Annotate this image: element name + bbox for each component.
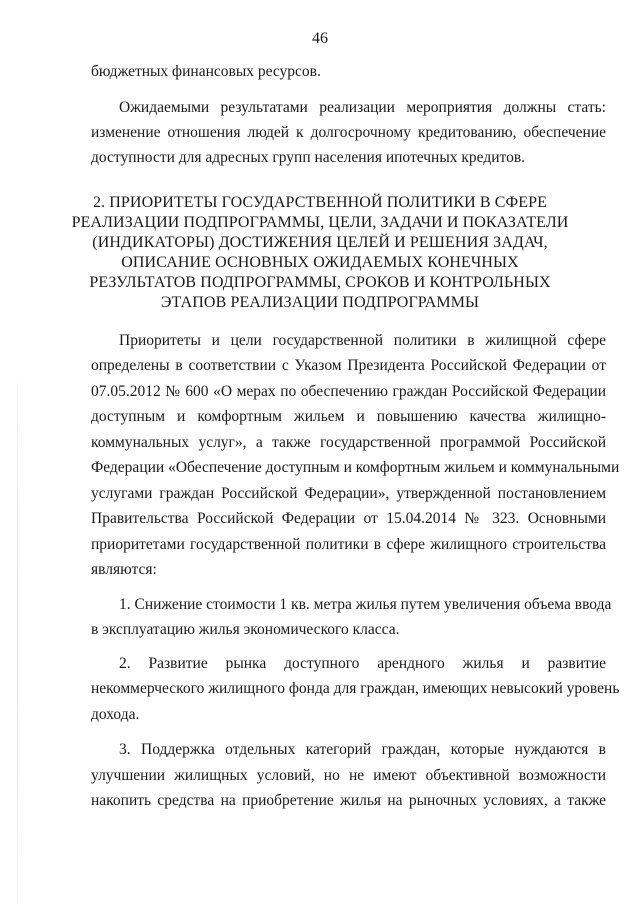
list-item-line: улучшении жилищных условий, но не имеют объективной возможности bbox=[91, 767, 606, 784]
list-item-line: дохода. bbox=[91, 706, 140, 723]
paragraph-line: Федерации «Обеспечение доступным и комфортным жильем и коммунальными bbox=[91, 459, 620, 476]
continuation-line: бюджетных финансовых ресурсов. bbox=[91, 63, 321, 80]
scan-artifact bbox=[17, 382, 18, 902]
heading-line: ОПИСАНИЕ ОСНОВНЫХ ОЖИДАЕМЫХ КОНЕЧНЫХ bbox=[121, 254, 519, 271]
list-item-line: накопить средства на приобретение жилья на рыночных условиях, а также bbox=[91, 792, 606, 809]
paragraph-line: Приоритеты и цели государственной политики в жилищной сфере bbox=[119, 332, 606, 349]
heading-line: ЭТАПОВ РЕАЛИЗАЦИИ ПОДПРОГРАММЫ bbox=[160, 294, 480, 311]
results-line: Ожидаемыми результатами реализации мероприятия должны стать: bbox=[119, 99, 606, 116]
heading-line: РЕЗУЛЬТАТОВ ПОДПРОГРАММЫ, СРОКОВ И КОНТРОЛЬНЫХ bbox=[89, 274, 551, 291]
results-line: доступности для адресных групп населения ипотечных кредитов. bbox=[91, 149, 526, 166]
heading-line: (ИНДИКАТОРЫ) ДОСТИЖЕНИЯ ЦЕЛЕЙ И РЕШЕНИЯ ЗАДАЧ, bbox=[92, 234, 548, 251]
list-item-line: 1. Снижение стоимости 1 кв. метра жилья путем увеличения объема ввода bbox=[119, 596, 612, 613]
list-item-line: в эксплуатацию жилья экономического класса. bbox=[91, 621, 400, 638]
heading-line: РЕАЛИЗАЦИИ ПОДПРОГРАММЫ, ЦЕЛИ, ЗАДАЧИ И ПОКАЗАТЕЛИ bbox=[71, 214, 569, 231]
paragraph-line: определены в соответствии с Указом Президента Российской Федерации от bbox=[91, 357, 606, 374]
list-item-line: 3. Поддержка отдельных категорий граждан, которые нуждаются в bbox=[119, 741, 606, 758]
paragraph-line: Правительства Российской Федерации от 15.04.2014 № 323. Основными bbox=[91, 510, 606, 527]
paragraph-line: услугами граждан Российской Федерации», утвержденной постановлением bbox=[91, 485, 606, 502]
heading-line: 2. ПРИОРИТЕТЫ ГОСУДАРСТВЕННОЙ ПОЛИТИКИ В СФЕРЕ bbox=[92, 194, 548, 211]
paragraph-line: 07.05.2012 № 600 «О мерах по обеспечению граждан Российской Федерации bbox=[91, 383, 606, 400]
paragraph-line: доступным и комфортным жильем и повышению качества жилищно- bbox=[91, 408, 606, 425]
results-line: изменение отношения людей к долгосрочному кредитованию, обеспечение bbox=[91, 124, 606, 141]
paragraph-line: коммунальных услуг», а также государственной программой Российской bbox=[91, 434, 606, 451]
list-item-line: некоммерческого жилищного фонда для граждан, имеющих невысокий уровень bbox=[91, 680, 620, 697]
paragraph-line: приоритетами государственной политики в сфере жилищного строительства bbox=[91, 536, 606, 553]
page-number: 46 bbox=[312, 30, 328, 47]
paragraph-line: являются: bbox=[91, 561, 157, 578]
list-item-line: 2. Развитие рынка доступного арендного жилья и развитие bbox=[119, 655, 606, 672]
